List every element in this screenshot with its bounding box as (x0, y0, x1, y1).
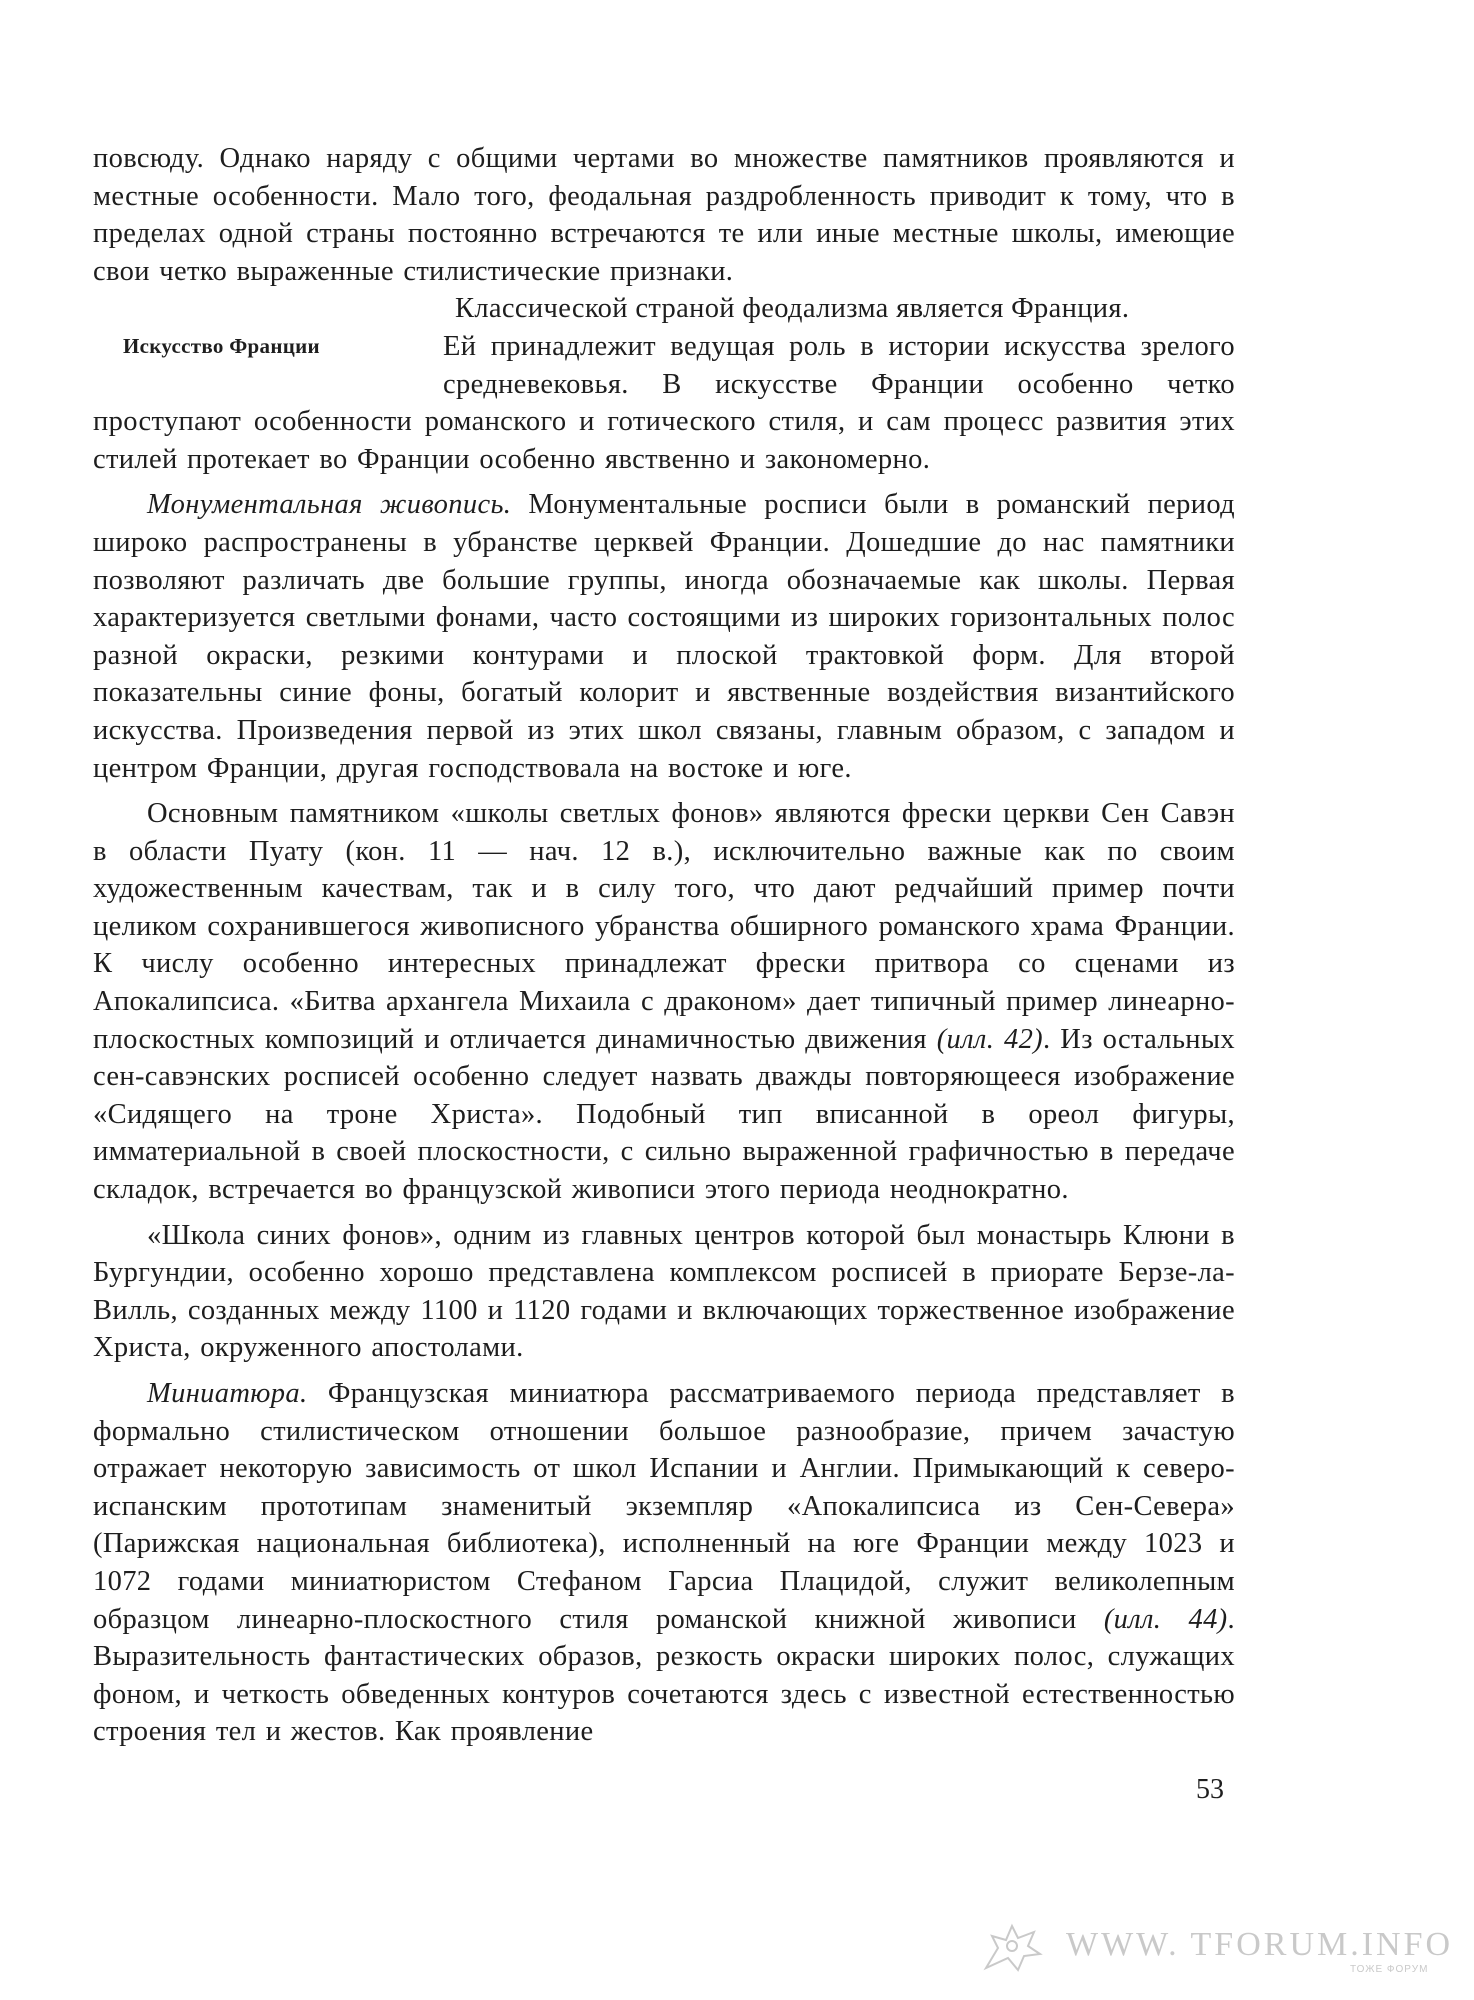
griffin-logo-icon (978, 1918, 1048, 1978)
monumental-paragraph (93, 486, 1235, 787)
watermark (978, 1918, 1454, 1978)
intro-paragraph: повсюду. Однако наряду с общими чертами во множестве памятников проявляются и местные особенности. Мало того, феодальная раздробленность приводит к тому, что в пределах одной страны постоянно встречаются те или иные местные школы, имеющие свои четко выраженные стилистические признаки. (93, 143, 1235, 287)
section-lead: Классической страной феодализма является Франция. (455, 293, 1130, 325)
page-body (93, 140, 1235, 1751)
watermark-subtext: ТОЖЕ ФОРУМ (1350, 1964, 1429, 1975)
section-france (93, 328, 1235, 478)
watermark-text: WWW. TFORUM.INFO (1066, 1926, 1454, 1963)
page-number: 53 (1196, 1774, 1224, 1805)
side-heading: Искусство Франции (123, 333, 320, 358)
section-paragraph: Ей принадлежит ведущая роль в истории искусства зрелого средневековья. В искусстве Франции особенно четко проступают особенности романского и готического стиля, и сам процесс развития этих стилей протекает во Франции особенно явственно и закономерно. (93, 330, 1235, 475)
miniature-text-after: . Выразительность фантастических образов, резкость окраски широких полос, служащих фоном, и четкость обведенных контуров сочетаются здесь с известной естественностью строения тел и жестов. Как проявление (93, 1603, 1235, 1748)
illustration-ref-42: (илл. 42) (936, 1023, 1044, 1055)
monumental-text: Монументальные росписи были в романский период широко распространены в убранстве церквей Франции. Дошедшие до нас памятники позволяют различать две большие группы, иногда обозначаемые как школы. Первая характеризуется светлыми фонами, часто состоящими из широких горизонтальных полос разной окраски, резкими контурами и плоской трактовкой форм. Для второй показательны синие фоны, богатый колорит и явственные воздействия византийского искусства. Произведения первой из этих школ связаны, главным образом, с западом и центром Франции, другая господствовала на востоке и юге. (93, 489, 1235, 784)
section-lead-line (93, 290, 1235, 328)
term-monumental: Монументальная живопись. (147, 489, 512, 521)
miniature-paragraph (93, 1375, 1235, 1751)
illustration-ref-44: (илл. 44) (1103, 1603, 1228, 1635)
light-school-paragraph (93, 795, 1235, 1209)
miniature-text-before: Французская миниатюра рассматриваемого периода представляет в формально стилистическом отношении большое разнообразие, причем зачастую отражает некоторую зависимость от школ Испании и Англии. Примыкающий к северо-испанским прототипам знаменитый экземпляр «Апокалипсиса из Сен-Севера» (Парижская национальная библиотека), исполненный на юге Франции между 1023 и 1072 годами миниатюристом Стефаном Гарсиа Плацидой, служит великолепным образцом линеарно-плоскостного стиля романской книжной живописи (93, 1378, 1235, 1635)
blue-school-paragraph: «Школа синих фонов», одним из главных центров которой был монастырь Клюни в Бургундии, особенно хорошо представлена комплексом росписей в приорате Берзе-ла-Вилль, созданных между 1100 и 1120 годами и включающих торжественное изображение Христа, окруженного апостолами. (93, 1219, 1235, 1364)
term-miniature: Миниатюра. (147, 1378, 308, 1409)
light-school-text-after: . Из остальных сен-савэнских росписей особенно следует назвать дважды повторяющееся изображение «Сидящего на троне Христа». Подобный тип вписанной в ореол фигуры, имматериальной в своей плоскостности, с сильно выраженной графичностью в передаче складок, встречается во французской живописи этого периода неоднократно. (93, 1023, 1235, 1206)
light-school-text-before: Основным памятником «школы светлых фонов» являются фрески церкви Сен Савэн в области Пуату (кон. 11 — нач. 12 в.), исключительно важные как по своим художественным качествам, так и в силу того, что дают редчайший пример почти целиком сохранившегося живописного убранства обширного романского храма Франции. К числу особенно интересных принадлежат фрески притвора со сценами из Апокалипсиса. «Битва архангела Михаила с драконом» дает типичный пример линеарно-плоскостных композиций и отличается динамичностью движения (93, 798, 1235, 1055)
